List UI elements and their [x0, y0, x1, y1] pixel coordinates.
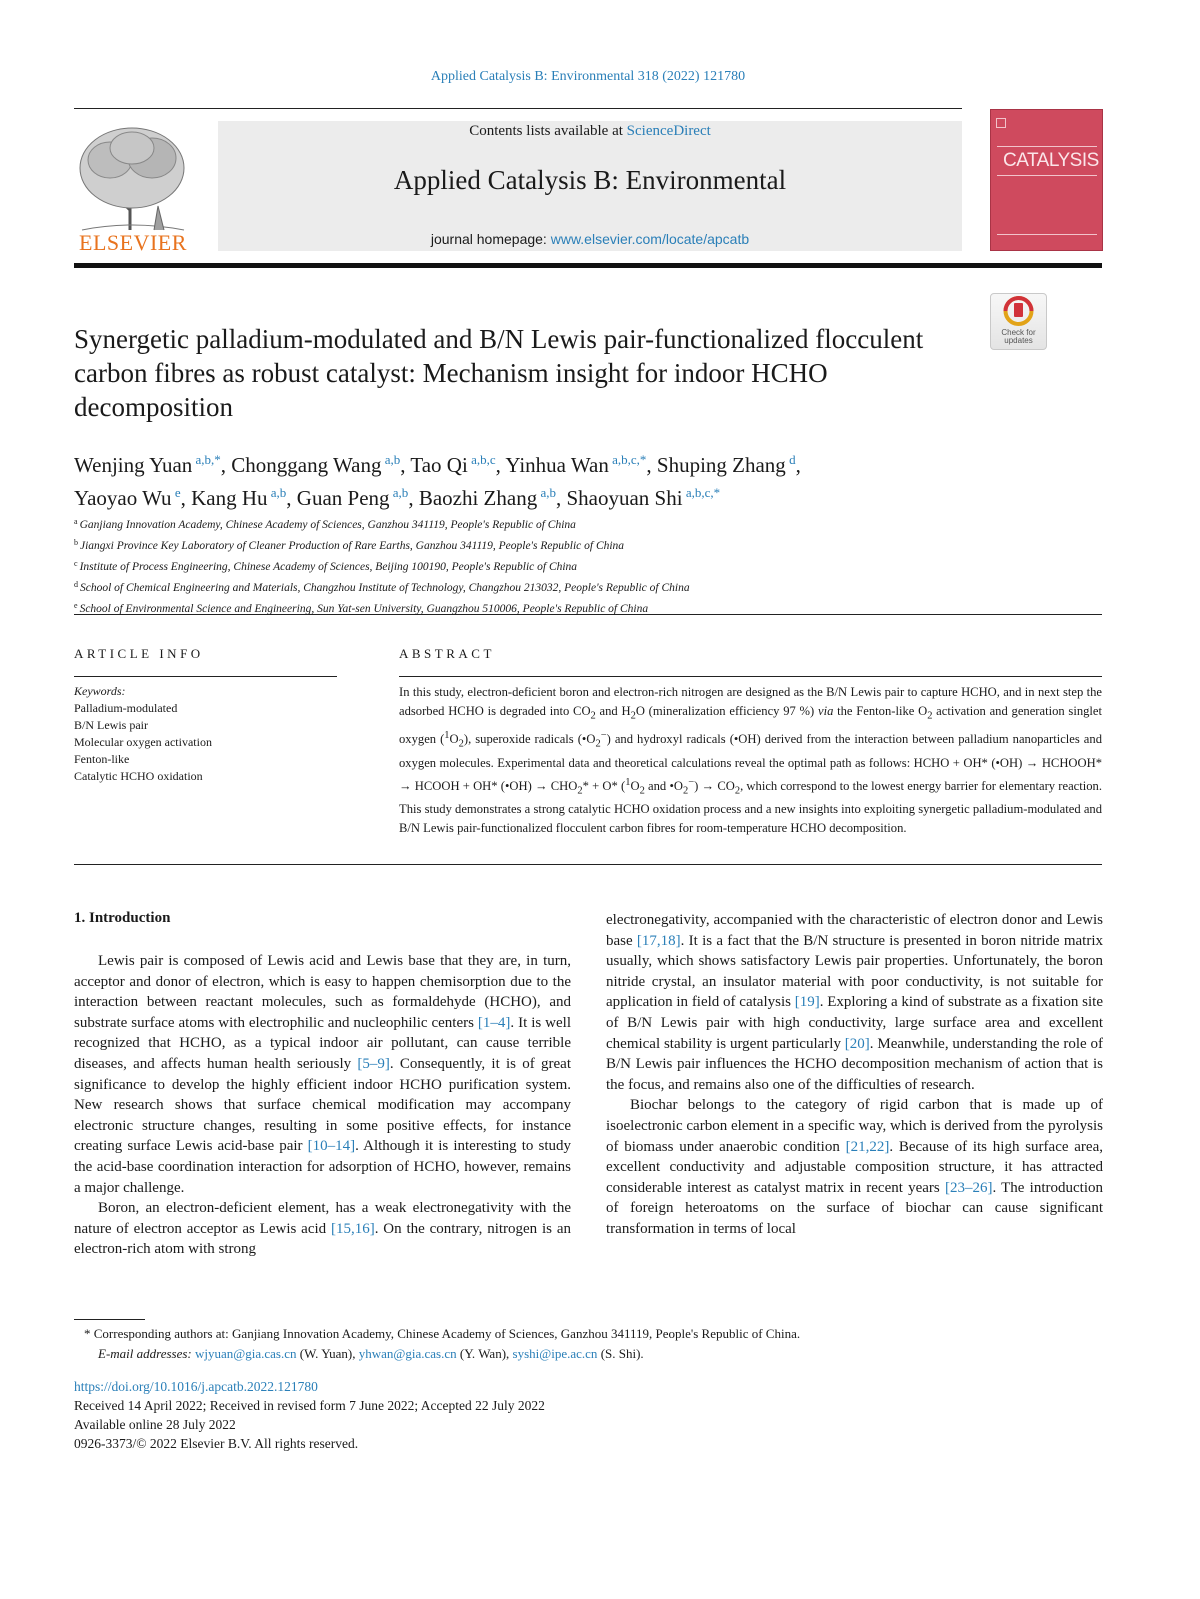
paragraph-text: electronegativity, accompanied with the characteristic of electron donor and Lewis base — [606, 912, 1103, 949]
affiliation-item — [74, 555, 1104, 576]
abstract-text: In this study, electron-deficient boron and electron-rich nitrogen are designed as the B/N Lewis pair to capture HCHO, and in next step the adsorbed HCHO is degraded into $CO_2$ and $H_2O$ (mineralization efficiency 97 %) via the Fenton-like $O_2$ activation and generation singlet oxygen $(^1O_2)$, superoxide radicals $(•O_2^-)$ and hydroxyl radicals (•OH) derived from the interaction between palladium nanoparticles and oxygen molecules. Experimental data and theoretical calculations reveal the optimal path as follows: HCHO + OH* (•OH) → HCHOOH* → HCOOH + OH* (•OH) → $CHO_2* + O*$ ($^1O_2$ and $•O_2^-) \to CO_2$, which correspond to the lowest energy barrier for elementary reaction. This study demonstrates a strong catalytic HCHO oxidation process and a new insights into exploiting synergetic palladium-modulated and B/N Lewis pair-functionalized flocculent carbon fibres for room-temperature HCHO decomposition. — [399, 685, 1103, 836]
author-separator: , — [555, 486, 567, 510]
affiliation-item — [74, 513, 1104, 534]
author-name[interactable]: Tao Qi — [410, 453, 468, 477]
affiliation-text: Ganjiang Innovation Academy, Chinese Academy of Sciences, Ganzhou 341119, People's Republic of China — [79, 519, 576, 531]
author-affiliation-marker[interactable]: a,b — [381, 452, 401, 467]
email-link[interactable]: syshi@ipe.ac.cn — [512, 1346, 598, 1361]
citation-link[interactable]: [15,16] — [330, 1220, 375, 1237]
author-affiliation-marker[interactable]: d — [785, 452, 796, 467]
journal-homepage-link[interactable]: www.elsevier.com/locate/apcatb — [550, 231, 750, 247]
divider-rule — [74, 676, 337, 677]
keywords-label: Keywords: — [74, 684, 126, 698]
body-column-right — [606, 910, 1103, 1240]
journal-reference-link[interactable]: Applied Catalysis B: Environmental 318 (2022) 121780 — [430, 69, 746, 84]
body-column-left — [74, 951, 571, 1260]
citation-link[interactable]: [21,22] — [845, 1138, 890, 1155]
email-owner: (Y. Wan), — [456, 1346, 513, 1361]
email-owner: (S. Shi). — [597, 1346, 644, 1361]
author-name[interactable]: Kang Hu — [191, 486, 268, 510]
corresponding-author-note: * Corresponding authors at: Ganjiang Innovation Academy, Chinese Academy of Sciences, Ganzhou 341119, People's Republic of China. — [84, 1326, 801, 1341]
author-name[interactable]: Shaoyuan Shi — [566, 486, 683, 510]
affiliation-letter: d — [74, 580, 78, 589]
keywords-list — [74, 683, 337, 785]
affiliation-text: Institute of Process Engineering, Chinese Academy of Sciences, Beijing 100190, People's Republic of China — [79, 561, 578, 573]
author-separator: , — [795, 453, 801, 477]
cover-footer-rule — [997, 234, 1097, 235]
sciencedirect-link[interactable]: ScienceDirect — [626, 123, 711, 139]
paragraph-text: . On the contrary, nitrogen is an electron-rich atom with strong — [74, 1220, 571, 1258]
author-affiliation-marker[interactable]: a,b,c — [467, 452, 496, 467]
journal-homepage-line — [218, 231, 962, 247]
author-name[interactable]: Yinhua Wan — [505, 453, 609, 477]
article-title: Synergetic palladium-modulated and B/N Lewis pair-functionalized flocculent carbon fibres as robust catalyst: Mechanism insight for indoor HCHO decomposition — [74, 324, 924, 422]
author-name[interactable]: Shuping Zhang — [656, 453, 786, 477]
journal-masthead — [218, 121, 962, 251]
paragraph — [74, 1198, 571, 1260]
author-separator: , — [495, 453, 506, 477]
author-affiliation-marker[interactable]: a,b,c,* — [608, 452, 647, 467]
divider-rule — [74, 614, 1102, 615]
email-link[interactable]: yhwan@gia.cas.cn — [358, 1346, 457, 1361]
contents-prefix: Contents lists available at — [469, 123, 627, 139]
affiliation-letter: b — [74, 538, 78, 547]
section-heading-introduction: 1. Introduction — [74, 910, 171, 926]
affiliation-letter: e — [74, 601, 78, 610]
paragraph-text: . It is a fact that the B/N structure is presented in boron nitride matrix usually, which shows satisfactory Lewis pair properties. Unfortunately, the boron nitride crystal, an insulator material with poor conductivity, is not suitable for application in field of catalysis — [606, 932, 1103, 1011]
keyword-item: Palladium-modulated — [74, 701, 178, 715]
email-link[interactable]: wjyuan@gia.cas.cn — [195, 1346, 297, 1361]
divider-rule — [74, 864, 1102, 865]
paragraph-text: Lewis pair is composed of Lewis acid and Lewis base that they are, in turn, acceptor and donor of electron, which is easy to happen chemisorption due to the interaction between reactant molecules, such as formaldehyde (HCHO), and substrate surface atoms with electrophilic and nucleophilic centers — [74, 953, 571, 1031]
paragraph-text: . Exploring a kind of substrate as a fixation site of B/N Lewis pair with high conductivity, large surface area and excellent chemical stability is urgent particularly — [606, 994, 1103, 1052]
received-dates: Received 14 April 2022; Received in revised form 7 June 2022; Accepted 22 July 2022 — [74, 1398, 545, 1413]
author-list — [74, 446, 1104, 512]
affiliations-list — [74, 513, 1104, 618]
citation-link[interactable]: [19] — [794, 994, 820, 1011]
paragraph — [74, 951, 571, 1198]
check-updates-icon — [991, 295, 1046, 329]
author-separator: , — [180, 486, 192, 510]
journal-title: Applied Catalysis B: Environmental — [393, 165, 787, 195]
affiliation-item — [74, 576, 1104, 597]
author-affiliation-marker[interactable]: a,b,* — [192, 452, 221, 467]
author-separator: , — [286, 486, 297, 510]
author-affiliation-marker[interactable]: a,b — [389, 485, 409, 500]
citation-link[interactable]: [23–26] — [944, 1179, 993, 1196]
citation-link[interactable]: [10–14] — [307, 1138, 356, 1155]
elsevier-wordmark: ELSEVIER — [79, 230, 187, 255]
affiliation-text: School of Chemical Engineering and Materials, Changzhou Institute of Technology, Changzhou 213032, People's Republic of China — [80, 582, 690, 594]
email-owner: (W. Yuan), — [296, 1346, 359, 1361]
author-affiliation-marker[interactable]: a,b — [537, 485, 556, 500]
affiliation-item — [74, 534, 1104, 555]
paragraph-text: . It is well recognized that HCHO, as a typical indoor air pollutant, can cause terrible diseases, and affects human health seriously — [74, 1014, 571, 1072]
author-separator: , — [400, 453, 411, 477]
online-date: Available online 28 July 2022 — [74, 1417, 236, 1432]
email-addresses — [84, 1344, 1102, 1364]
article-meta — [74, 1377, 974, 1453]
check-for-updates-button[interactable] — [990, 293, 1047, 350]
abstract-heading: ABSTRACT — [399, 646, 495, 661]
author-name[interactable]: Baozhi Zhang — [418, 486, 538, 510]
affiliation-letter: a — [74, 517, 78, 526]
author-name[interactable]: Wenjing Yuan — [74, 453, 193, 477]
affiliation-letter: c — [74, 559, 78, 568]
article-info-heading: ARTICLE INFO — [74, 646, 204, 661]
paragraph-text: . Consequently, it is of great significance to develop the highly efficient indoor HCHO purification system. New research shows that surface chemical modification may accompany electronic structure changes, resulting in some positive effects, for instance creating surface Lewis acid-base pair — [74, 1055, 571, 1155]
keyword-item: Fenton-like — [74, 752, 130, 766]
paragraph — [606, 1095, 1103, 1239]
citation-link[interactable]: [20] — [844, 1035, 870, 1052]
masthead-top-rule — [74, 108, 962, 109]
author-name[interactable]: Guan Peng — [296, 486, 390, 510]
author-affiliation-marker[interactable]: e — [171, 485, 181, 500]
divider-rule — [399, 676, 1102, 677]
cover-title: CATALYSIS — [1003, 150, 1099, 171]
author-separator: , — [646, 453, 657, 477]
contents-available-line — [218, 123, 962, 140]
citation-link[interactable]: [5–9] — [357, 1055, 390, 1072]
citation-link[interactable]: [17,18] — [636, 932, 681, 949]
footnote-rule — [74, 1319, 145, 1320]
copyright: 0926-3373/© 2022 Elsevier B.V. All rights reserved. — [74, 1436, 359, 1451]
paragraph-text: Boron, an electron-deficient element, has a weak electronegativity with the nature of electron acceptor as Lewis acid — [74, 1200, 571, 1237]
emails-label: E-mail addresses: — [98, 1346, 192, 1361]
paragraph-text: Biochar belongs to the category of rigid carbon that is made up of isoelectronic carbon element in a specific way, which is derived from the pyrolysis of biomass under anaerobic condition — [606, 1097, 1103, 1155]
author-separator: , — [220, 453, 232, 477]
author-affiliation-marker[interactable]: a,b,c,* — [682, 485, 721, 500]
footnotes — [84, 1324, 1102, 1364]
check-updates-label: Check for updates — [1001, 328, 1036, 345]
affiliation-text: Jiangxi Province Key Laboratory of Cleaner Production of Rare Earths, Ganzhou 341119, People's Republic of China — [80, 540, 625, 552]
paragraph-text: . The introduction of foreign heteroatoms on the surface of biochar can cause significant transformation in terms of local — [606, 1179, 1103, 1237]
keyword-item: Molecular oxygen activation — [74, 735, 212, 749]
keyword-item: Catalytic HCHO oxidation — [74, 769, 203, 783]
affiliation-text: School of Environmental Science and Engineering, Sun Yat-sen University, Guangzhou 510006, People's Republic of China — [79, 603, 649, 615]
cover-accent — [996, 118, 1006, 128]
author-affiliation-marker[interactable]: a,b — [267, 485, 287, 500]
paragraph-text: . Although it is interesting to study the acid-base coordination interaction for adsorption of HCHO, however, remains a major challenge. — [74, 1138, 571, 1196]
author-separator: , — [408, 486, 419, 510]
masthead-bottom-rule — [74, 263, 1102, 268]
author-name[interactable]: Chonggang Wang — [231, 453, 382, 477]
author-name[interactable]: Yaoyao Wu — [74, 486, 172, 510]
journal-cover-thumbnail[interactable] — [990, 109, 1103, 251]
paragraph-text: . Meanwhile, understanding the role of B/N Lewis pair influences the HCHO decomposition mechanism of action that is the focus, and remains also one of the difficulties of research. — [606, 1035, 1104, 1093]
citation-link[interactable]: [1–4] — [477, 1014, 511, 1031]
paragraph-text: . Because of its high surface area, excellent conductivity and adjustable composition structure, it has attracted considerable interest as catalyst matrix in recent years — [606, 1138, 1103, 1196]
homepage-prefix: journal homepage: — [430, 231, 551, 247]
paragraph — [606, 910, 1103, 1095]
doi-link[interactable]: https://doi.org/10.1016/j.apcatb.2022.121780 — [74, 1379, 318, 1394]
keyword-item: B/N Lewis pair — [74, 718, 148, 732]
